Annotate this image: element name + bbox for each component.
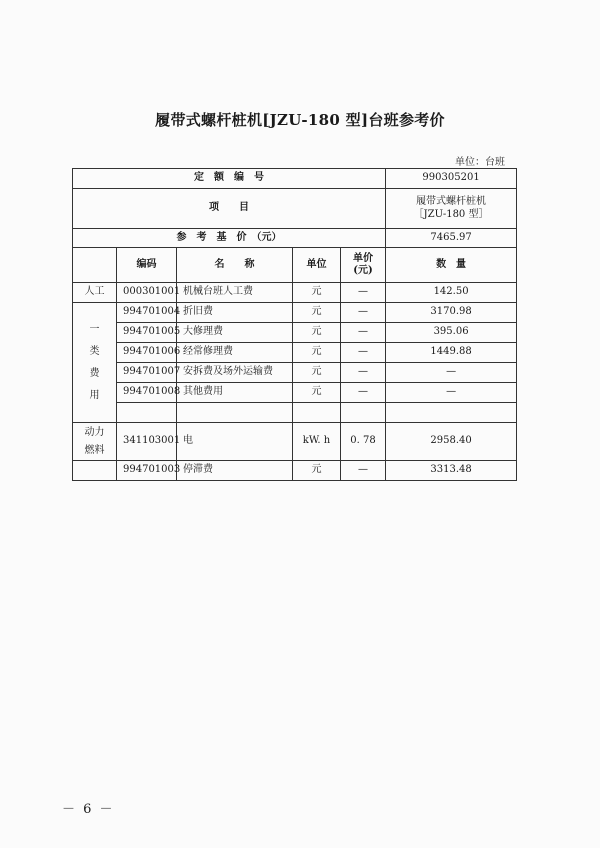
table-row bbox=[73, 403, 517, 423]
row-price: — bbox=[341, 383, 386, 403]
table-row bbox=[73, 323, 517, 343]
row-code: 341103001 bbox=[117, 423, 177, 461]
row-unit: 元 bbox=[293, 383, 341, 403]
row-price: 0. 78 bbox=[341, 423, 386, 461]
item-value bbox=[386, 189, 517, 229]
empty-cell bbox=[293, 403, 341, 423]
row-code: 994701006 bbox=[117, 343, 177, 363]
group-class1-char: 费 bbox=[89, 367, 100, 379]
row-code: 000301001 bbox=[117, 283, 177, 303]
row-quantity: 395.06 bbox=[386, 323, 517, 343]
item-value-line2: ［JZU-180 型］ bbox=[413, 208, 489, 220]
empty-cell bbox=[386, 403, 517, 423]
row-code: 994701008 bbox=[117, 383, 177, 403]
row-quantity: 142.50 bbox=[386, 283, 517, 303]
row-unit: 元 bbox=[293, 283, 341, 303]
group-label-class1 bbox=[73, 303, 117, 423]
quota-code-label: 定 额 编 号 bbox=[73, 169, 386, 189]
row-quantity: — bbox=[386, 383, 517, 403]
page-number: － 6 － bbox=[62, 802, 115, 817]
row-quantity: — bbox=[386, 363, 517, 383]
row-price: — bbox=[341, 283, 386, 303]
row-unit: 元 bbox=[293, 363, 341, 383]
item-value-line1: 履带式螺杆桩机 bbox=[416, 196, 487, 207]
item-row bbox=[73, 189, 517, 229]
column-header-name: 名 称 bbox=[177, 248, 293, 283]
group-class1-char: 一 bbox=[89, 323, 100, 335]
group-label-power-fuel bbox=[73, 423, 117, 461]
table-row bbox=[73, 383, 517, 403]
row-unit: kW. h bbox=[293, 423, 341, 461]
unit-note: 单位：台班 bbox=[455, 157, 505, 168]
table-row bbox=[73, 283, 517, 303]
item-label: 项 目 bbox=[73, 189, 386, 229]
quota-table bbox=[72, 168, 517, 481]
row-price: — bbox=[341, 363, 386, 383]
table-row bbox=[73, 423, 517, 461]
row-unit: 元 bbox=[293, 343, 341, 363]
row-unit: 元 bbox=[293, 303, 341, 323]
row-name: 停滞费 bbox=[177, 461, 293, 481]
table-row bbox=[73, 363, 517, 383]
row-unit: 元 bbox=[293, 323, 341, 343]
row-name: 折旧费 bbox=[177, 303, 293, 323]
row-name: 机械台班人工费 bbox=[177, 283, 293, 303]
column-header-unit: 单位 bbox=[293, 248, 341, 283]
row-code: 994701003 bbox=[117, 461, 177, 481]
table-row bbox=[73, 343, 517, 363]
column-header-quantity: 数 量 bbox=[386, 248, 517, 283]
row-quantity: 1449.88 bbox=[386, 343, 517, 363]
row-price: — bbox=[341, 343, 386, 363]
quota-code-value: 990305201 bbox=[386, 169, 517, 189]
quota-code-row bbox=[73, 169, 517, 189]
table-row bbox=[73, 303, 517, 323]
row-quantity: 2958.40 bbox=[386, 423, 517, 461]
group-class1-char: 类 bbox=[89, 345, 100, 357]
group-label-labor: 人工 bbox=[73, 283, 117, 303]
row-price: — bbox=[341, 303, 386, 323]
table-row bbox=[73, 461, 517, 481]
row-code: 994701005 bbox=[117, 323, 177, 343]
empty-cell bbox=[177, 403, 293, 423]
row-unit: 元 bbox=[293, 461, 341, 481]
group-class1-char: 用 bbox=[89, 389, 100, 401]
row-price: — bbox=[341, 461, 386, 481]
row-name: 经常修理费 bbox=[177, 343, 293, 363]
row-code: 994701007 bbox=[117, 363, 177, 383]
empty-cell bbox=[117, 403, 177, 423]
page-title: 履带式螺杆桩机[JZU-180 型]台班参考价 bbox=[155, 111, 445, 129]
row-name: 其他费用 bbox=[177, 383, 293, 403]
row-quantity: 3170.98 bbox=[386, 303, 517, 323]
group-header-cell bbox=[73, 248, 117, 283]
row-quantity: 3313.48 bbox=[386, 461, 517, 481]
column-header-code: 编码 bbox=[117, 248, 177, 283]
empty-cell bbox=[73, 461, 117, 481]
column-header-row bbox=[73, 248, 517, 283]
row-name: 大修理费 bbox=[177, 323, 293, 343]
row-code: 994701004 bbox=[117, 303, 177, 323]
base-price-row bbox=[73, 229, 517, 248]
base-price-value: 7465.97 bbox=[386, 229, 517, 248]
row-name: 安拆费及场外运输费 bbox=[177, 363, 293, 383]
group-power-fuel-line2: 燃料 bbox=[84, 444, 105, 456]
group-power-fuel-line1: 动力 bbox=[84, 426, 105, 438]
row-name: 电 bbox=[177, 423, 293, 461]
row-price: — bbox=[341, 323, 386, 343]
base-price-label: 参 考 基 价 （元） bbox=[73, 229, 386, 248]
column-header-price: 单价 (元) bbox=[341, 248, 386, 283]
empty-cell bbox=[341, 403, 386, 423]
